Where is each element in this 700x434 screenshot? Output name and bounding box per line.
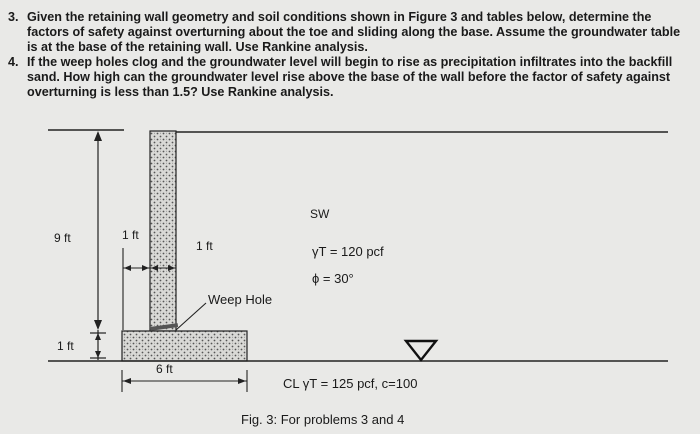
water-table-icon	[406, 341, 436, 360]
wall-stem	[150, 131, 176, 331]
base-arrow-top	[95, 333, 101, 340]
base-thickness-label: 1 ft	[57, 339, 74, 353]
base-width-label: 6 ft	[156, 362, 173, 376]
problem-4-number: 4.	[8, 55, 19, 69]
foundation-soil-label: CL γT = 125 pcf, c=100	[283, 376, 418, 391]
base-width-arrow-right	[238, 378, 246, 384]
height-arrow-bottom	[94, 320, 102, 330]
problem-3-text: Given the retaining wall geometry and soil conditions shown in Figure 3 and tables below, determine the factors of safety against overturning about the toe and sliding along the base. Assume the groundwater table is at the base of the retaining wall. Use Rankine analysis.	[27, 10, 681, 54]
stem-width-label: 1 ft	[122, 228, 139, 242]
toe-arrow-right	[142, 265, 149, 271]
weep-hole-label: Weep Hole	[208, 292, 273, 307]
problem-4-text: If the weep holes clog and the groundwater level will begin to rise as precipitation infiltrates into the backfill sand. How high can the groundwater level rise above the base of the wall before the factor of safety against overturning is less than 1.5? Use Rankine analysis.	[27, 55, 673, 99]
backfill-unit-weight: γT = 120 pcf	[312, 244, 384, 259]
wall-base	[122, 331, 247, 361]
backfill-soil-label: SW	[310, 207, 330, 221]
base-width-arrow-left	[123, 378, 131, 384]
heel-label: 1 ft	[196, 239, 213, 253]
height-arrow-top	[94, 131, 102, 141]
problem-3-number: 3.	[8, 10, 19, 24]
base-arrow-bottom	[95, 351, 101, 358]
weep-hole-leader	[176, 303, 206, 330]
backfill-friction-angle: ϕ = 30°	[312, 271, 354, 286]
toe-arrow-left	[124, 265, 131, 271]
figure-caption: Fig. 3: For problems 3 and 4	[241, 412, 405, 427]
wall-height-label: 9 ft	[54, 231, 71, 245]
